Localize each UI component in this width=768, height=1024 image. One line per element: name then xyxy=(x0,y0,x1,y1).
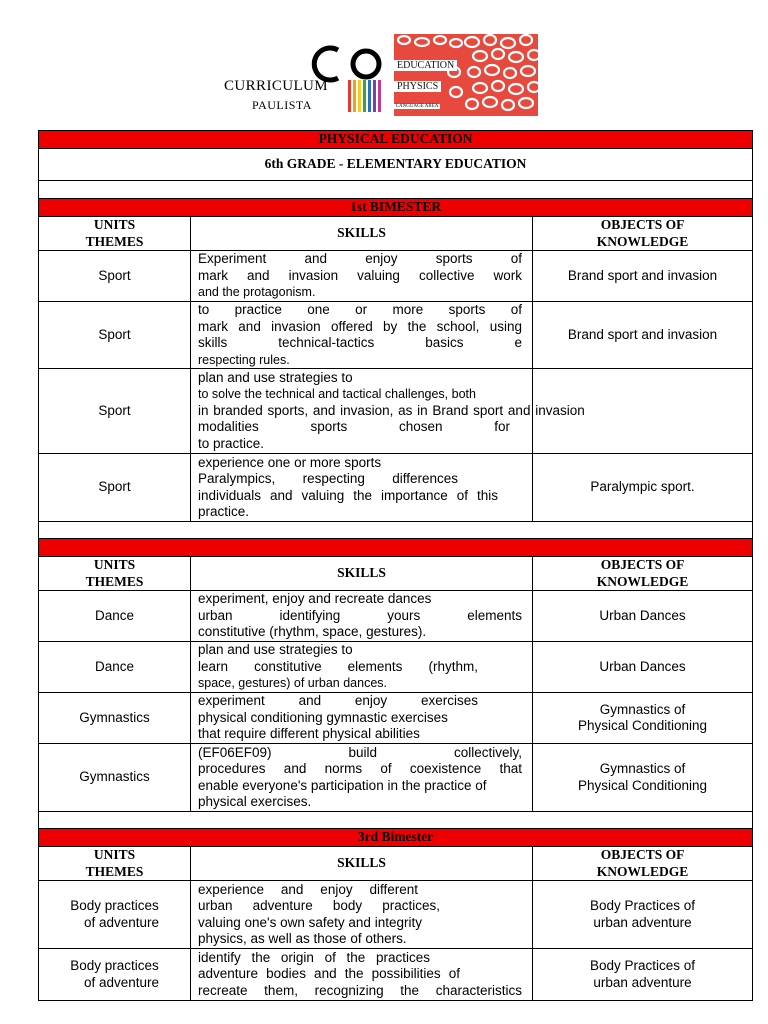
object-cell: Urban Dances xyxy=(533,642,753,693)
bimester-1-row xyxy=(39,199,753,217)
object-line2: Physical Conditioning xyxy=(577,777,708,793)
grade-row xyxy=(39,149,753,181)
header-objects-line1: OBJECTS OF xyxy=(600,557,685,572)
header-units-line1: UNITS xyxy=(93,557,136,572)
skill-line: individuals and valuing the importance of this xyxy=(198,487,498,503)
object-line1: Gymnastics of xyxy=(599,701,686,717)
unit-cell: Sport xyxy=(39,302,191,369)
skill-line: to practice one or more sports of xyxy=(198,302,522,317)
skill-line: plan and use strategies to xyxy=(198,369,353,385)
unit-cell: Gymnastics xyxy=(39,744,191,812)
skill-cell xyxy=(191,693,533,744)
ed-logo-line1: EDUCATION xyxy=(394,60,457,71)
unit-cell: Dance xyxy=(39,642,191,693)
skill-cell xyxy=(191,369,585,454)
object-line1: Body Practices of xyxy=(589,898,696,913)
object-cell: Brand sport and invasion xyxy=(533,251,753,302)
table-row xyxy=(39,302,753,369)
skill-line: (EF06EF09) build collectively, xyxy=(198,744,522,760)
cp-logo-word2: PAULISTA xyxy=(252,98,312,112)
skill-line: practice. xyxy=(198,504,250,519)
bimester-3-title: 3rd Bimester xyxy=(39,829,753,847)
unit-line1: Body practices xyxy=(70,898,159,913)
table-row xyxy=(39,591,753,642)
skill-cell xyxy=(191,302,533,369)
bimester-3-row xyxy=(39,829,753,847)
skill-line: Experiment and enjoy sports of xyxy=(198,251,522,267)
bimester-2-row xyxy=(39,539,753,557)
skill-line: plan and use strategies to xyxy=(198,642,353,658)
object-line1: Gymnastics of xyxy=(599,761,686,776)
title-row xyxy=(39,131,753,149)
skill-line: urban adventure body practices, xyxy=(198,898,440,913)
header-objects-line2: KNOWLEDGE xyxy=(596,233,689,249)
header-units xyxy=(39,557,191,591)
header-skills: SKILLS xyxy=(191,217,533,251)
skill-line: procedures and norms of coexistence that xyxy=(198,761,522,776)
skill-line: that require different physical abilities xyxy=(198,726,420,742)
header-units-line1: UNITS xyxy=(93,847,136,862)
header-units-line2: THEMES xyxy=(85,573,144,589)
skill-line: modalities sports chosen for xyxy=(198,419,510,435)
header-units-line1: UNITS xyxy=(93,217,136,232)
skill-line: learn constitutive elements (rhythm, xyxy=(198,658,478,674)
table-row xyxy=(39,881,753,949)
spacer-cell xyxy=(39,522,753,539)
object-cell xyxy=(533,949,753,1001)
object-line2: urban adventure xyxy=(593,914,692,930)
unit-cell: Sport xyxy=(39,369,191,454)
skill-line: physical exercises. xyxy=(198,794,312,809)
table-row xyxy=(39,251,753,302)
unit-line2: of adventure xyxy=(83,914,160,930)
document-title: PHYSICAL EDUCATION xyxy=(39,131,753,149)
object-cell xyxy=(533,744,753,812)
skill-cell xyxy=(191,881,533,949)
skill-line: valuing one's own safety and integrity xyxy=(198,914,422,930)
header-skills: SKILLS xyxy=(191,847,533,881)
unit-cell xyxy=(39,881,191,949)
skill-line: physics, as well as those of others. xyxy=(198,931,407,946)
skill-line: experience one or more sports xyxy=(198,454,382,470)
skill-line: to practice. xyxy=(198,435,265,451)
skill-line: space, gestures) of urban dances. xyxy=(198,676,388,691)
skill-line: mark and invasion valuing collective work xyxy=(198,267,522,283)
skill-cell xyxy=(191,642,533,693)
object-cell xyxy=(533,693,753,744)
unit-cell: Sport xyxy=(39,251,191,302)
skill-line: physical conditioning gymnastic exercises xyxy=(198,709,448,725)
skill-line: enable everyone's participation in the practice of xyxy=(198,777,487,793)
skill-cell xyxy=(191,949,533,1001)
skill-cell xyxy=(191,591,533,642)
grade-title: 6th GRADE - ELEMENTARY EDUCATION xyxy=(39,149,753,181)
unit-line2: of adventure xyxy=(83,974,160,990)
header-skills: SKILLS xyxy=(191,557,533,591)
curriculum-table xyxy=(38,130,753,1001)
column-header-row xyxy=(39,557,753,591)
unit-cell xyxy=(39,949,191,1001)
header-units-line2: THEMES xyxy=(85,863,144,879)
table-row xyxy=(39,744,753,812)
curriculum-paulista-logo xyxy=(224,44,386,114)
skill-cell xyxy=(191,454,533,522)
column-header-row xyxy=(39,847,753,881)
object-line2: urban adventure xyxy=(593,974,692,990)
skill-line: skills technical-tactics basics e xyxy=(198,335,522,350)
table-row xyxy=(39,949,753,1001)
spacer-cell xyxy=(39,812,753,829)
spacer-row xyxy=(39,522,753,539)
header-objects-line2: KNOWLEDGE xyxy=(596,573,689,589)
bimester-2-title xyxy=(39,539,753,557)
column-header-row xyxy=(39,217,753,251)
skill-line: adventure bodies and the possibilities of xyxy=(198,966,460,982)
header-units xyxy=(39,217,191,251)
unit-line1: Body practices xyxy=(70,958,159,973)
table-row xyxy=(39,642,753,693)
skill-line: respecting rules. xyxy=(198,352,290,367)
skill-cell xyxy=(191,744,533,812)
bimester-1-title: 1st BIMESTER xyxy=(39,199,753,217)
unit-cell: Gymnastics xyxy=(39,693,191,744)
spacer-row xyxy=(39,812,753,829)
skill-line: experiment, enjoy and recreate dances xyxy=(198,591,432,607)
skill-line: constitutive (rhythm, space, gestures). xyxy=(198,624,427,640)
skill-line: in branded sports, and invasion, as in Brand sport and invasion xyxy=(198,402,585,418)
object-line2: Physical Conditioning xyxy=(577,718,708,733)
object-cell: Paralympic sport. xyxy=(533,454,753,522)
ed-logo-line2: PHYSICS xyxy=(394,81,441,92)
skill-line: mark and invasion offered by the school, using xyxy=(198,318,522,334)
object-cell xyxy=(533,881,753,949)
unit-cell: Dance xyxy=(39,591,191,642)
object-line1: Body Practices of xyxy=(589,958,696,973)
header-objects-line1: OBJECTS OF xyxy=(600,217,685,232)
spacer-row xyxy=(39,181,753,199)
header-objects-line1: OBJECTS OF xyxy=(600,847,685,862)
table-row xyxy=(39,693,753,744)
skill-line: identify the origin of the practices xyxy=(198,949,430,965)
header-units-line2: THEMES xyxy=(85,233,144,249)
object-cell: Urban Dances xyxy=(533,591,753,642)
unit-cell: Sport xyxy=(39,454,191,522)
skill-line: recreate them, recognizing the characteristics xyxy=(198,982,522,998)
spacer-cell xyxy=(39,181,753,199)
header-objects xyxy=(533,217,753,251)
cp-logo-word1: CURRICULUM xyxy=(224,78,329,94)
header-objects xyxy=(533,847,753,881)
header-objects xyxy=(533,557,753,591)
skill-line: and the protagonism. xyxy=(198,285,316,300)
table-row xyxy=(39,369,753,454)
skill-line: urban identifying yours elements xyxy=(198,607,522,623)
education-physics-logo xyxy=(394,34,538,116)
skill-line: experiment and enjoy exercises xyxy=(198,693,478,709)
skill-line: Paralympics, respecting differences xyxy=(198,471,458,486)
skill-line: experience and enjoy different xyxy=(198,881,418,897)
object-cell: Brand sport and invasion xyxy=(533,302,753,369)
header-objects-line2: KNOWLEDGE xyxy=(596,863,689,879)
ed-logo-line3: LANGUAGE AREA xyxy=(396,104,439,109)
table-row xyxy=(39,454,753,522)
header-units xyxy=(39,847,191,881)
skill-cell xyxy=(191,251,533,302)
skill-line: to solve the technical and tactical challenges, both xyxy=(198,387,476,402)
